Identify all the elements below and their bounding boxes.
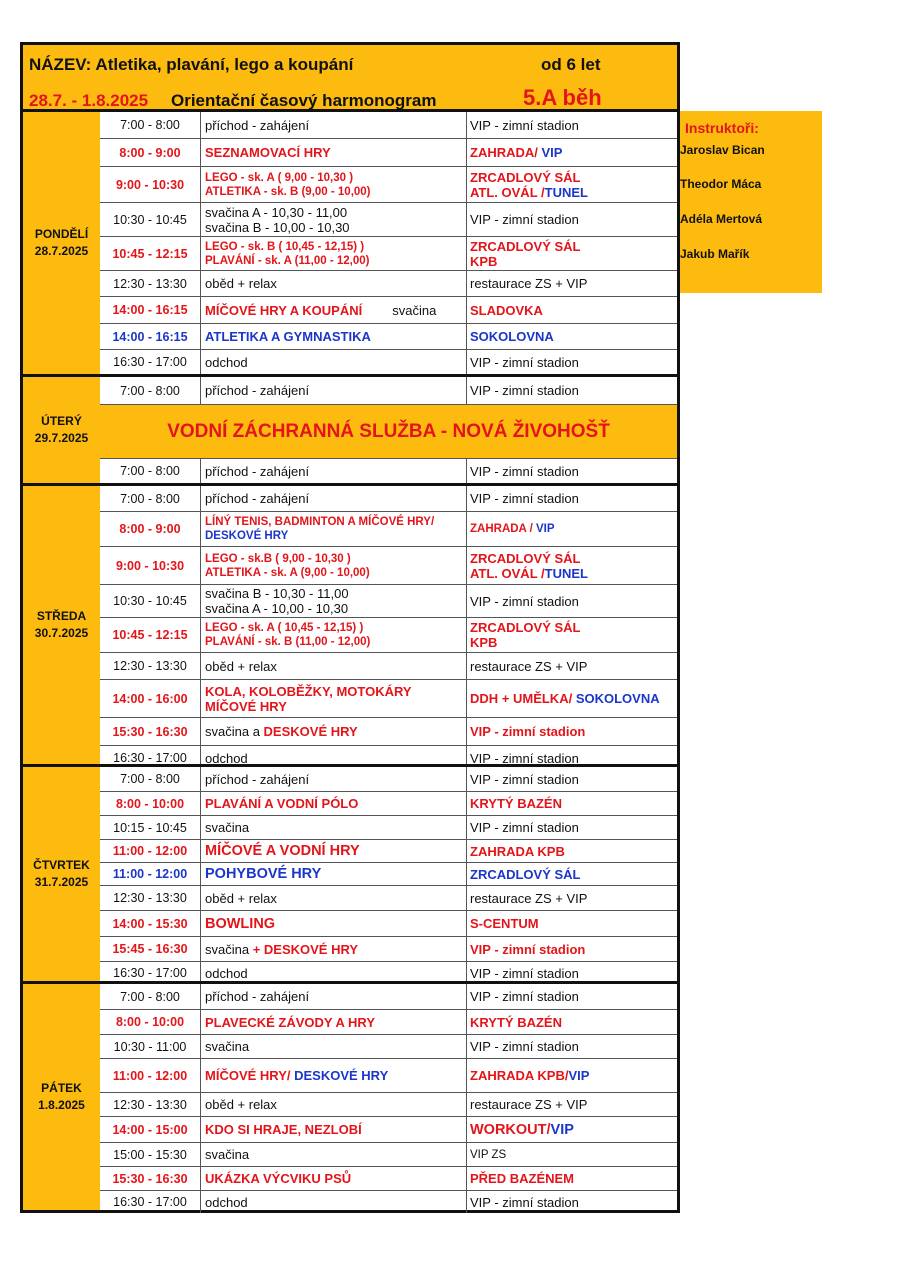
time-cell: 7:00 - 8:00 xyxy=(100,984,201,1009)
time-cell: 14:00 - 16:15 xyxy=(100,324,201,349)
activity-cell xyxy=(201,1035,467,1058)
activity-cell xyxy=(201,1093,467,1116)
time-cell: 16:30 - 17:00 xyxy=(100,1191,201,1213)
activity-text: svačina xyxy=(205,820,250,835)
instructor-name: Theodor Máca xyxy=(680,177,762,191)
activity-cell xyxy=(201,767,467,791)
time-cell: 15:30 - 16:30 xyxy=(100,1167,201,1190)
time-cell: 11:00 - 12:00 xyxy=(100,1059,201,1092)
place-cell xyxy=(467,324,677,349)
activity-text: svačina xyxy=(205,1039,250,1054)
time-cell: 8:00 - 10:00 xyxy=(100,1010,201,1034)
time-cell: 12:30 - 13:30 xyxy=(100,653,201,679)
time-cell: 9:00 - 10:30 xyxy=(100,547,201,584)
activity-text-2: DESKOVÉ HRY xyxy=(205,530,289,542)
activity-text: LEGO - sk.B ( 9,00 - 10,30 ) xyxy=(205,552,351,565)
activity-cell xyxy=(201,112,467,138)
activity-text: svačina B - 10,30 - 11,00 xyxy=(205,586,349,601)
place-text: S-CENTUM xyxy=(470,916,539,931)
place-cell xyxy=(467,1093,677,1116)
place-text: ZRCADLOVÝ SÁL xyxy=(470,866,581,882)
activity-text: POHYBOVÉ HRY xyxy=(205,866,322,882)
time-cell: 11:00 - 12:00 xyxy=(100,863,201,885)
place-text: restaurace ZS + VIP xyxy=(470,276,588,291)
place-text: VIP - zimní stadion xyxy=(470,593,579,609)
table-row xyxy=(100,717,677,745)
time-cell: 10:45 - 12:15 xyxy=(100,618,201,652)
table-row xyxy=(100,349,677,374)
activity-text: oběd + relax xyxy=(205,276,277,291)
time-cell: 14:00 - 16:15 xyxy=(100,297,201,323)
activity-cell xyxy=(201,271,467,296)
activity-cell xyxy=(201,377,467,404)
activity-cell xyxy=(201,585,467,617)
place-cell xyxy=(467,718,677,745)
instructor-name: Jaroslav Bican xyxy=(680,143,765,157)
day-block-tuesday xyxy=(20,374,680,486)
place-cell xyxy=(467,512,677,546)
activity-text-2: ATLETIKA - sk. B (9,00 - 10,00) xyxy=(205,185,371,198)
table-row xyxy=(100,377,677,404)
time-cell: 9:00 - 10:30 xyxy=(100,167,201,202)
activity-cell xyxy=(201,886,467,910)
place-cell xyxy=(467,585,677,617)
activity-cell xyxy=(201,792,467,815)
day-name: ÚTERÝ xyxy=(41,414,82,428)
activity-cell xyxy=(201,203,467,236)
place-text: VIP - zimní stadion xyxy=(470,354,579,370)
activity-prefix: svačina xyxy=(205,941,253,957)
place-cell xyxy=(467,1191,677,1213)
place-text: VIP - zimní stadion xyxy=(470,941,586,957)
activity-cell xyxy=(201,718,467,745)
time-cell: 8:00 - 10:00 xyxy=(100,792,201,815)
place-cell xyxy=(467,297,677,323)
day-date: 31.7.2025 xyxy=(34,875,89,889)
place-text-2: VIP xyxy=(537,145,563,160)
event-banner: VODNÍ ZÁCHRANNÁ SLUŽBA - NOVÁ ŽIVOHOŠŤ xyxy=(100,404,677,458)
place-cell xyxy=(467,680,677,717)
place-cell xyxy=(467,203,677,236)
activity-text: odchod xyxy=(205,750,248,766)
place-text: SOKOLOVNA xyxy=(470,329,554,344)
place-text: VIP - zimní stadion xyxy=(470,820,579,835)
activity-text: LÍNÝ TENIS, BADMINTON A MÍČOVÉ HRY/ xyxy=(205,516,435,528)
table-row xyxy=(100,1142,677,1166)
place-cell xyxy=(467,237,677,270)
place-text-2: KPB xyxy=(470,253,498,269)
place-text-2: SOKOLOVNA xyxy=(572,691,660,706)
activity-cell xyxy=(201,840,467,862)
activity-cell xyxy=(201,237,467,270)
table-row xyxy=(100,1166,677,1190)
time-cell: 10:30 - 11:00 xyxy=(100,1035,201,1058)
table-row xyxy=(100,1116,677,1142)
instructor-name: Jakub Mařík xyxy=(680,247,750,261)
place-text: VIP - zimní stadion xyxy=(470,212,579,227)
place-cell xyxy=(467,486,677,511)
place-cell xyxy=(467,792,677,815)
place-text-2: KPB xyxy=(470,635,498,650)
activity-text: odchod xyxy=(205,354,248,370)
activity-text: KDO SI HRAJE, NEZLOBÍ xyxy=(205,1122,362,1137)
time-cell: 15:45 - 16:30 xyxy=(100,937,201,961)
activity-cell xyxy=(201,618,467,652)
place-text: ZAHRADA KPB xyxy=(470,843,565,859)
table-row xyxy=(100,511,677,546)
day-date: 28.7.2025 xyxy=(34,244,89,258)
activity-cell xyxy=(201,937,467,961)
activity-text-2: ATLETIKA - sk. A (9,00 - 10,00) xyxy=(205,566,370,579)
place-text-2: ATL. OVÁL / xyxy=(470,565,545,581)
place-cell xyxy=(467,377,677,404)
table-row xyxy=(100,885,677,910)
place-cell xyxy=(467,139,677,166)
time-cell: 11:00 - 12:00 xyxy=(100,840,201,862)
table-row xyxy=(100,236,677,270)
time-cell: 15:00 - 15:30 xyxy=(100,1143,201,1166)
place-text: VIP ZS xyxy=(470,1148,507,1161)
time-cell: 10:30 - 10:45 xyxy=(100,585,201,617)
place-text-2: VIP xyxy=(568,1068,590,1083)
place-cell xyxy=(467,1035,677,1058)
time-cell: 12:30 - 13:30 xyxy=(100,271,201,296)
activity-cell xyxy=(201,512,467,546)
time-cell: 7:00 - 8:00 xyxy=(100,112,201,138)
place-cell xyxy=(467,1010,677,1034)
table-row xyxy=(100,767,677,791)
time-cell: 14:00 - 16:00 xyxy=(100,680,201,717)
table-row xyxy=(100,679,677,717)
place-text: ZAHRADA KPB/ xyxy=(470,1068,569,1083)
run-label: 5.A běh xyxy=(523,85,602,110)
activity-cell xyxy=(201,350,467,374)
table-row xyxy=(100,862,677,885)
activity-cell xyxy=(201,167,467,202)
place-text: VIP - zimní stadion xyxy=(470,724,586,739)
day-name: ČTVRTEK xyxy=(33,858,90,872)
place-text-2: VIP xyxy=(536,523,555,535)
time-cell: 7:00 - 8:00 xyxy=(100,459,201,483)
time-cell: 8:00 - 9:00 xyxy=(100,512,201,546)
place-text: SLADOVKA xyxy=(470,302,543,318)
place-text: VIP - zimní stadion xyxy=(470,491,579,506)
table-row xyxy=(100,839,677,862)
day-label xyxy=(23,377,100,483)
place-text: restaurace ZS + VIP xyxy=(470,1097,588,1112)
table-row xyxy=(100,112,677,138)
day-block-wednesday xyxy=(20,483,680,767)
table-row xyxy=(100,1058,677,1092)
day-label xyxy=(23,486,100,764)
place-text: VIP - zimní stadion xyxy=(470,771,579,787)
activity-text-2: PLAVÁNÍ - sk. A (11,00 - 12,00) xyxy=(205,254,370,267)
table-row xyxy=(100,984,677,1009)
place-cell xyxy=(467,937,677,961)
activity-cell xyxy=(201,911,467,936)
place-text-2: ATL. OVÁL / xyxy=(470,184,545,200)
time-cell: 16:30 - 17:00 xyxy=(100,746,201,770)
place-text: VIP - zimní stadion xyxy=(470,1194,579,1210)
time-cell: 12:30 - 13:30 xyxy=(100,886,201,910)
activity-cell xyxy=(201,680,467,717)
place-cell xyxy=(467,1117,677,1142)
place-text: ZRCADLOVÝ SÁL xyxy=(470,550,581,566)
schedule-subtitle: Orientační časový harmonogram xyxy=(171,91,437,110)
day-block-thursday xyxy=(20,764,680,984)
day-block-friday xyxy=(20,981,680,1213)
place-text: KRYTÝ BAZÉN xyxy=(470,796,562,811)
activity-text: příchod - zahájení xyxy=(205,383,310,398)
activity-cell xyxy=(201,324,467,349)
table-row xyxy=(100,1190,677,1213)
activity-cell xyxy=(201,653,467,679)
place-text: ZRCADLOVÝ SÁL xyxy=(470,238,581,254)
place-text: VIP - zimní stadion xyxy=(470,1039,579,1054)
place-text: KRYTÝ BAZÉN xyxy=(470,1014,562,1030)
activity-extra: svačina xyxy=(392,302,437,318)
day-name: PÁTEK xyxy=(41,1081,82,1095)
activity-text: příchod - zahájení xyxy=(205,989,310,1004)
table-row xyxy=(100,546,677,584)
place-text: ZAHRADA / xyxy=(470,523,537,535)
activity-cell xyxy=(201,1117,467,1142)
place-text: VIP - zimní stadion xyxy=(470,117,579,133)
place-text-3: TUNEL xyxy=(544,565,588,581)
table-row xyxy=(100,166,677,202)
place-cell xyxy=(467,767,677,791)
instructor-name: Adéla Mertová xyxy=(680,212,763,226)
day-name: STŘEDA xyxy=(36,609,87,623)
time-cell: 7:00 - 8:00 xyxy=(100,486,201,511)
activity-text: BOWLING xyxy=(205,915,276,932)
time-cell: 14:00 - 15:00 xyxy=(100,1117,201,1142)
instructors-title: Instruktoři: xyxy=(685,120,759,136)
time-cell: 8:00 - 9:00 xyxy=(100,139,201,166)
activity-cell xyxy=(201,816,467,839)
table-row xyxy=(100,486,677,511)
activity-text-2: MÍČOVÉ HRY xyxy=(205,698,287,714)
time-cell: 7:00 - 8:00 xyxy=(100,377,201,404)
instructors-box xyxy=(680,111,822,293)
activity-text: PLAVECKÉ ZÁVODY A HRY xyxy=(205,1014,375,1030)
activity-text: DESKOVÉ HRY xyxy=(263,724,358,739)
activity-text: MÍČOVÉ HRY/ xyxy=(205,1068,291,1083)
activity-cell xyxy=(201,297,467,323)
date-range: 28.7. - 1.8.2025 xyxy=(29,91,149,110)
table-row xyxy=(100,323,677,349)
place-text: VIP - zimní stadion xyxy=(470,989,579,1004)
place-cell xyxy=(467,547,677,584)
activity-text: LEGO - sk. A ( 9,00 - 10,30 ) xyxy=(205,171,354,184)
activity-text: odchod xyxy=(205,965,248,981)
time-cell: 10:30 - 10:45 xyxy=(100,203,201,236)
activity-text: příchod - zahájení xyxy=(205,117,310,133)
activity-cell xyxy=(201,1010,467,1034)
day-label xyxy=(23,112,100,374)
activity-text-2: DESKOVÉ HRY xyxy=(290,1068,389,1083)
time-cell: 12:30 - 13:30 xyxy=(100,1093,201,1116)
day-name: PONDĚLÍ xyxy=(34,227,89,241)
activity-cell xyxy=(201,1167,467,1190)
time-cell: 16:30 - 17:00 xyxy=(100,350,201,374)
place-cell xyxy=(467,459,677,483)
place-cell xyxy=(467,167,677,202)
activity-cell xyxy=(201,486,467,511)
activity-cell xyxy=(201,1059,467,1092)
table-row xyxy=(100,1034,677,1058)
age-range: od 6 let xyxy=(541,55,601,74)
table-row xyxy=(100,1092,677,1116)
activity-prefix: svačina a xyxy=(205,724,264,739)
table-row xyxy=(100,138,677,166)
activity-text: oběd + relax xyxy=(205,890,277,906)
time-cell: 10:15 - 10:45 xyxy=(100,816,201,839)
day-block-monday xyxy=(20,112,680,377)
table-row xyxy=(100,1009,677,1034)
place-text: VIP - zimní stadion xyxy=(470,383,579,398)
activity-cell xyxy=(201,139,467,166)
table-row xyxy=(100,296,677,323)
place-cell xyxy=(467,840,677,862)
activity-text: LEGO - sk. B ( 10,45 - 12,15) ) xyxy=(205,240,365,253)
table-row xyxy=(100,652,677,679)
activity-text: MÍČOVÉ A VODNÍ HRY xyxy=(205,843,360,859)
place-text: DDH + UMĚLKA/ xyxy=(470,691,573,706)
table-row xyxy=(100,458,677,483)
activity-text: oběd + relax xyxy=(205,1097,277,1112)
place-cell xyxy=(467,350,677,374)
day-date: 30.7.2025 xyxy=(34,626,89,640)
place-cell xyxy=(467,618,677,652)
time-cell: 14:00 - 15:30 xyxy=(100,911,201,936)
place-text: VIP - zimní stadion xyxy=(470,750,579,766)
place-text-3: TUNEL xyxy=(544,184,588,200)
time-cell: 15:30 - 16:30 xyxy=(100,718,201,745)
place-cell xyxy=(467,984,677,1009)
table-row xyxy=(100,910,677,936)
activity-text: oběd + relax xyxy=(205,658,277,674)
activity-text: MÍČOVÉ HRY A KOUPÁNÍ xyxy=(205,302,363,318)
activity-cell xyxy=(201,984,467,1009)
place-text-2: VIP xyxy=(550,1121,574,1138)
day-date: 29.7.2025 xyxy=(34,431,89,445)
place-text: restaurace ZS + VIP xyxy=(470,890,588,906)
place-cell xyxy=(467,653,677,679)
time-cell: 7:00 - 8:00 xyxy=(100,767,201,791)
place-text: WORKOUT/ xyxy=(470,1121,551,1138)
table-row xyxy=(100,202,677,236)
table-row xyxy=(100,270,677,296)
day-date: 1.8.2025 xyxy=(38,1098,85,1112)
place-cell xyxy=(467,271,677,296)
activity-text: svačina xyxy=(205,1147,250,1162)
activity-text: svačina A - 10,30 - 11,00 xyxy=(205,204,348,220)
table-row xyxy=(100,791,677,815)
day-label xyxy=(23,767,100,981)
activity-text-2: svačina A - 10,00 - 10,30 xyxy=(205,601,349,616)
activity-text: SEZNAMOVACÍ HRY xyxy=(205,145,331,160)
activity-text: KOLA, KOLOBĚŽKY, MOTOKÁRY xyxy=(205,683,412,699)
activity-text-2: PLAVÁNÍ - sk. B (11,00 - 12,00) xyxy=(205,636,371,648)
place-cell xyxy=(467,863,677,885)
activity-text: ATLETIKA A GYMNASTIKA xyxy=(205,329,371,344)
place-cell xyxy=(467,1167,677,1190)
activity-text: + DESKOVÉ HRY xyxy=(252,941,359,957)
activity-text: PLAVÁNÍ A VODNÍ PÓLO xyxy=(205,796,359,811)
activity-cell xyxy=(201,459,467,483)
place-text: ZRCADLOVÝ SÁL xyxy=(470,169,581,185)
table-row xyxy=(100,815,677,839)
place-cell xyxy=(467,1143,677,1166)
activity-text: odchod xyxy=(205,1194,248,1210)
place-text: ZRCADLOVÝ SÁL xyxy=(470,620,581,635)
place-text: ZAHRADA/ xyxy=(470,145,538,160)
activity-cell xyxy=(201,547,467,584)
activity-cell xyxy=(201,863,467,885)
activity-text: LEGO - sk. A ( 10,45 - 12,15) ) xyxy=(205,622,364,634)
place-cell xyxy=(467,112,677,138)
activity-text: příchod - zahájení xyxy=(205,491,310,506)
activity-text: příchod - zahájení xyxy=(205,463,310,479)
place-text: VIP - zimní stadion xyxy=(470,965,579,981)
table-row xyxy=(100,584,677,617)
activity-cell xyxy=(201,1143,467,1166)
place-cell xyxy=(467,911,677,936)
activity-text: UKÁZKA VÝCVIKU PSŮ xyxy=(205,1171,352,1186)
place-text: PŘED BAZÉNEM xyxy=(470,1171,575,1186)
table-row xyxy=(100,936,677,961)
activity-cell xyxy=(201,1191,467,1213)
place-cell xyxy=(467,886,677,910)
schedule-header xyxy=(20,42,680,112)
place-cell xyxy=(467,1059,677,1092)
activity-text-2: svačina B - 10,00 - 10,30 xyxy=(205,219,350,235)
time-cell: 10:45 - 12:15 xyxy=(100,237,201,270)
program-name: NÁZEV: Atletika, plavání, lego a koupání xyxy=(29,55,354,74)
day-label xyxy=(23,984,100,1210)
time-cell: 16:30 - 17:00 xyxy=(100,962,201,984)
place-text: restaurace ZS + VIP xyxy=(470,658,588,674)
place-text: VIP - zimní stadion xyxy=(470,463,579,479)
activity-text: příchod - zahájení xyxy=(205,771,310,787)
table-row xyxy=(100,617,677,652)
place-cell xyxy=(467,816,677,839)
